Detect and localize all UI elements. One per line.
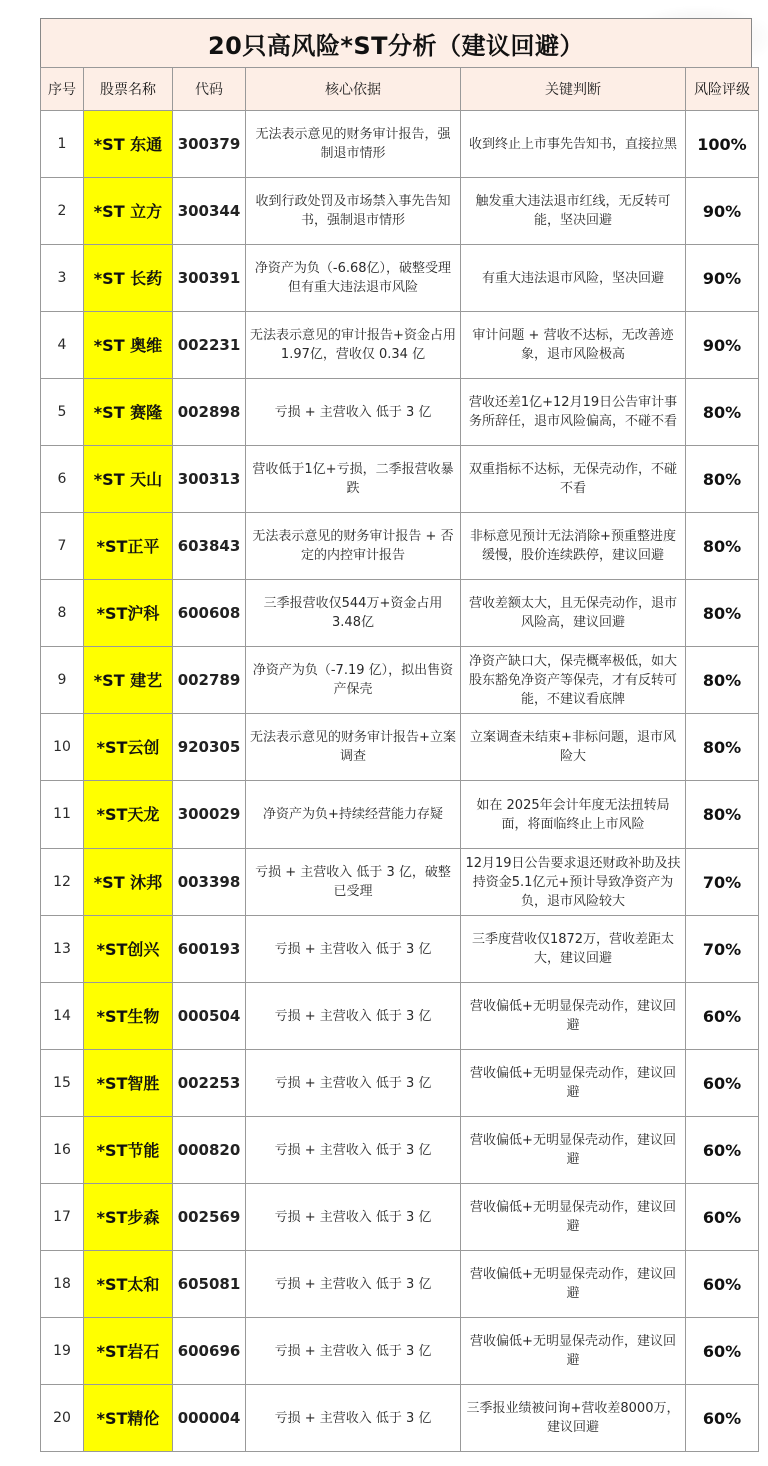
table-row [41, 111, 759, 178]
risk-rating: 90% [686, 312, 759, 379]
risk-rating: 80% [686, 446, 759, 513]
stock-code: 920305 [173, 714, 246, 781]
row-index: 9 [41, 647, 84, 714]
row-index: 11 [41, 781, 84, 849]
row-index: 17 [41, 1184, 84, 1251]
risk-rating: 80% [686, 513, 759, 580]
core-basis: 亏损 + 主营收入 低于 3 亿 [246, 1184, 461, 1251]
key-judgement: 如在 2025年会计年度无法扭转局面，将面临终止上市风险 [461, 781, 686, 849]
header-index: 序号 [41, 68, 84, 111]
row-index: 8 [41, 580, 84, 647]
table-row [41, 446, 759, 513]
key-judgement: 12月19日公告要求退还财政补助及扶持资金5.1亿元+预计导致净资产为负，退市风险较大 [461, 849, 686, 916]
stock-code: 003398 [173, 849, 246, 916]
header-key-judgement: 关键判断 [461, 68, 686, 111]
risk-rating: 80% [686, 714, 759, 781]
stock-code: 002231 [173, 312, 246, 379]
risk-rating: 60% [686, 1117, 759, 1184]
row-index: 7 [41, 513, 84, 580]
st-risk-table [40, 67, 759, 1452]
risk-rating: 100% [686, 111, 759, 178]
stock-name: *ST 赛隆 [84, 379, 173, 446]
core-basis: 无法表示意见的财务审计报告 + 否定的内控审计报告 [246, 513, 461, 580]
row-index: 4 [41, 312, 84, 379]
key-judgement: 营收还差1亿+12月19日公告审计事务所辞任，退市风险偏高，不碰不看 [461, 379, 686, 446]
risk-rating: 60% [686, 1184, 759, 1251]
core-basis: 亏损 + 主营收入 低于 3 亿 [246, 1318, 461, 1385]
stock-code: 300379 [173, 111, 246, 178]
key-judgement: 营收偏低+无明显保壳动作，建议回避 [461, 1050, 686, 1117]
stock-code: 300391 [173, 245, 246, 312]
key-judgement: 非标意见预计无法消除+预重整进度缓慢，股价连续跌停，建议回避 [461, 513, 686, 580]
row-index: 3 [41, 245, 84, 312]
key-judgement: 三季报业绩被问询+营收差8000万，建议回避 [461, 1385, 686, 1452]
stock-code: 002789 [173, 647, 246, 714]
stock-code: 002898 [173, 379, 246, 446]
table-row [41, 513, 759, 580]
stock-name: *ST 立方 [84, 178, 173, 245]
core-basis: 亏损 + 主营收入 低于 3 亿 [246, 1117, 461, 1184]
table-row [41, 1318, 759, 1385]
risk-rating: 60% [686, 1050, 759, 1117]
stock-name: *ST节能 [84, 1117, 173, 1184]
key-judgement: 营收偏低+无明显保壳动作，建议回避 [461, 1184, 686, 1251]
table-row [41, 178, 759, 245]
stock-code: 002569 [173, 1184, 246, 1251]
table-row [41, 580, 759, 647]
stock-name: *ST智胜 [84, 1050, 173, 1117]
risk-rating: 80% [686, 580, 759, 647]
key-judgement: 营收偏低+无明显保壳动作，建议回避 [461, 1318, 686, 1385]
risk-rating: 90% [686, 178, 759, 245]
key-judgement: 营收差额太大，且无保壳动作，退市风险高，建议回避 [461, 580, 686, 647]
stock-name: *ST太和 [84, 1251, 173, 1318]
core-basis: 亏损 + 主营收入 低于 3 亿 [246, 983, 461, 1050]
stock-code: 300313 [173, 446, 246, 513]
stock-name: *ST沪科 [84, 580, 173, 647]
table-row [41, 781, 759, 849]
table-title: 20只高风险*ST分析（建议回避） [40, 18, 752, 67]
row-index: 5 [41, 379, 84, 446]
table-row [41, 1251, 759, 1318]
risk-table-sheet [40, 18, 752, 1452]
row-index: 6 [41, 446, 84, 513]
risk-rating: 60% [686, 1385, 759, 1452]
risk-rating: 60% [686, 1318, 759, 1385]
table-row [41, 714, 759, 781]
core-basis: 亏损 + 主营收入 低于 3 亿 [246, 1251, 461, 1318]
stock-name: *ST 沐邦 [84, 849, 173, 916]
row-index: 19 [41, 1318, 84, 1385]
stock-name: *ST 建艺 [84, 647, 173, 714]
stock-name: *ST天龙 [84, 781, 173, 849]
risk-rating: 60% [686, 983, 759, 1050]
core-basis: 亏损 + 主营收入 低于 3 亿 [246, 1385, 461, 1452]
table-row [41, 1050, 759, 1117]
risk-rating: 80% [686, 781, 759, 849]
row-index: 2 [41, 178, 84, 245]
core-basis: 三季报营收仅544万+资金占用3.48亿 [246, 580, 461, 647]
key-judgement: 营收偏低+无明显保壳动作，建议回避 [461, 1117, 686, 1184]
stock-code: 002253 [173, 1050, 246, 1117]
core-basis: 净资产为负（-6.68亿），破整受理但有重大违法退市风险 [246, 245, 461, 312]
stock-code: 300344 [173, 178, 246, 245]
stock-name: *ST创兴 [84, 916, 173, 983]
table-row [41, 849, 759, 916]
core-basis: 净资产为负+持续经营能力存疑 [246, 781, 461, 849]
header-core-basis: 核心依据 [246, 68, 461, 111]
row-index: 18 [41, 1251, 84, 1318]
header-row [41, 68, 759, 111]
stock-name: *ST 长药 [84, 245, 173, 312]
table-row [41, 1385, 759, 1452]
core-basis: 无法表示意见的财务审计报告，强制退市情形 [246, 111, 461, 178]
stock-name: *ST正平 [84, 513, 173, 580]
risk-rating: 70% [686, 849, 759, 916]
key-judgement: 立案调查未结束+非标问题，退市风险大 [461, 714, 686, 781]
stock-code: 600696 [173, 1318, 246, 1385]
table-row [41, 1117, 759, 1184]
stock-name: *ST精伦 [84, 1385, 173, 1452]
core-basis: 亏损 + 主营收入 低于 3 亿 [246, 379, 461, 446]
core-basis: 净资产为负（-7.19 亿），拟出售资产保壳 [246, 647, 461, 714]
table-row [41, 1184, 759, 1251]
stock-name: *ST岩石 [84, 1318, 173, 1385]
table-row [41, 983, 759, 1050]
row-index: 1 [41, 111, 84, 178]
stock-name: *ST 天山 [84, 446, 173, 513]
risk-rating: 90% [686, 245, 759, 312]
key-judgement: 三季度营收仅1872万，营收差距太大，建议回避 [461, 916, 686, 983]
core-basis: 营收低于1亿+亏损，二季报营收暴跌 [246, 446, 461, 513]
risk-rating: 80% [686, 647, 759, 714]
core-basis: 亏损 + 主营收入 低于 3 亿，破整已受理 [246, 849, 461, 916]
stock-code: 300029 [173, 781, 246, 849]
core-basis: 无法表示意见的财务审计报告+立案调查 [246, 714, 461, 781]
row-index: 20 [41, 1385, 84, 1452]
stock-name: *ST 奥维 [84, 312, 173, 379]
key-judgement: 净资产缺口大，保壳概率极低，如大股东豁免净资产等保壳，才有反转可能，不建议看底牌 [461, 647, 686, 714]
table-row [41, 245, 759, 312]
table-body [41, 111, 759, 1452]
row-index: 14 [41, 983, 84, 1050]
table-row [41, 312, 759, 379]
stock-name: *ST步森 [84, 1184, 173, 1251]
key-judgement: 双重指标不达标，无保壳动作，不碰不看 [461, 446, 686, 513]
row-index: 15 [41, 1050, 84, 1117]
stock-code: 605081 [173, 1251, 246, 1318]
stock-code: 600193 [173, 916, 246, 983]
core-basis: 亏损 + 主营收入 低于 3 亿 [246, 916, 461, 983]
stock-name: *ST 东通 [84, 111, 173, 178]
stock-code: 000820 [173, 1117, 246, 1184]
stock-name: *ST生物 [84, 983, 173, 1050]
risk-rating: 80% [686, 379, 759, 446]
risk-rating: 60% [686, 1251, 759, 1318]
stock-code: 000504 [173, 983, 246, 1050]
core-basis: 无法表示意见的审计报告+资金占用1.97亿，营收仅 0.34 亿 [246, 312, 461, 379]
key-judgement: 收到终止上市事先告知书，直接拉黑 [461, 111, 686, 178]
stock-code: 000004 [173, 1385, 246, 1452]
core-basis: 收到行政处罚及市场禁入事先告知书，强制退市情形 [246, 178, 461, 245]
row-index: 10 [41, 714, 84, 781]
core-basis: 亏损 + 主营收入 低于 3 亿 [246, 1050, 461, 1117]
header-code: 代码 [173, 68, 246, 111]
table-row [41, 916, 759, 983]
row-index: 16 [41, 1117, 84, 1184]
header-stock-name: 股票名称 [84, 68, 173, 111]
stock-name: *ST云创 [84, 714, 173, 781]
key-judgement: 营收偏低+无明显保壳动作，建议回避 [461, 983, 686, 1050]
stock-code: 603843 [173, 513, 246, 580]
header-risk-rating: 风险评级 [686, 68, 759, 111]
table-row [41, 379, 759, 446]
risk-rating: 70% [686, 916, 759, 983]
table-row [41, 647, 759, 714]
row-index: 12 [41, 849, 84, 916]
row-index: 13 [41, 916, 84, 983]
key-judgement: 触发重大违法退市红线，无反转可能，坚决回避 [461, 178, 686, 245]
key-judgement: 营收偏低+无明显保壳动作，建议回避 [461, 1251, 686, 1318]
key-judgement: 有重大违法退市风险，坚决回避 [461, 245, 686, 312]
stock-code: 600608 [173, 580, 246, 647]
key-judgement: 审计问题 + 营收不达标，无改善迹象，退市风险极高 [461, 312, 686, 379]
